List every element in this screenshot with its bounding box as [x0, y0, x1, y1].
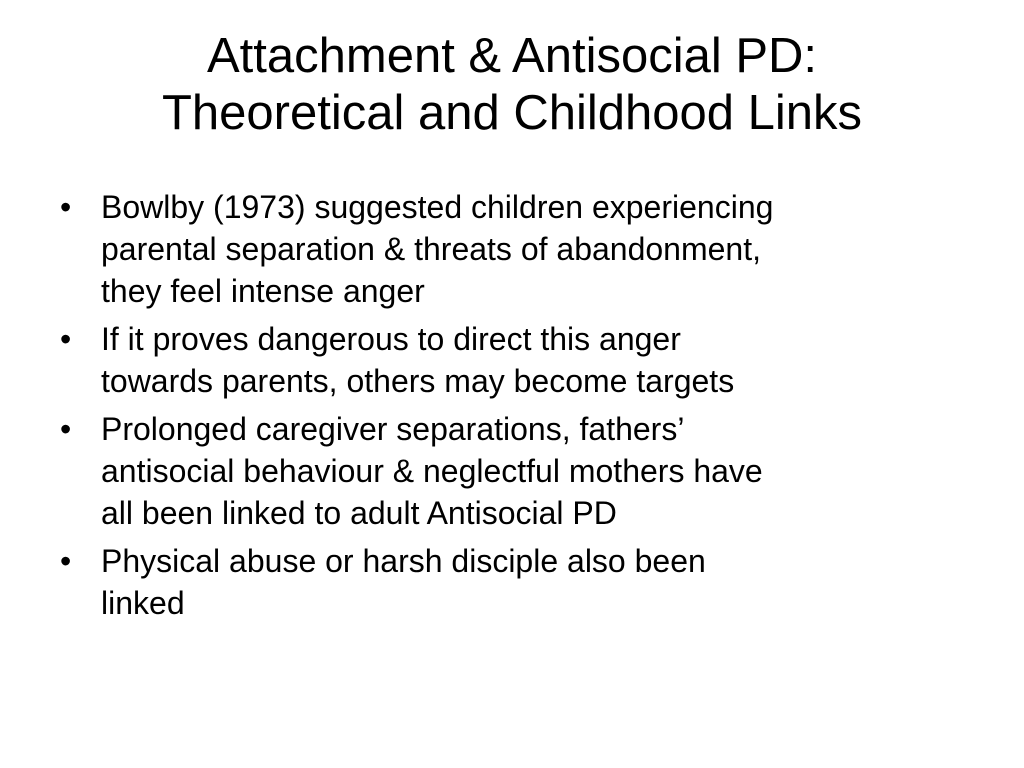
- bullet-item-2: [60, 318, 980, 402]
- bullet-3-line-2: antisocial behaviour & neglectful mothers have: [101, 453, 763, 489]
- bullet-1-line-2: parental separation & threats of abandonment,: [101, 231, 761, 267]
- title-line-1: Attachment & Antisocial PD:: [206, 29, 818, 83]
- slide-title: [40, 28, 984, 142]
- bullet-item-4: [60, 540, 980, 624]
- bullet-item-1: [60, 186, 980, 312]
- bullet-2-line-2: towards parents, others may become targets: [101, 363, 735, 399]
- bullet-item-3: [60, 408, 980, 534]
- bullet-list: [60, 186, 980, 630]
- bullet-1-line-3: they feel intense anger: [101, 273, 425, 309]
- bullet-3-line-3: all been linked to adult Antisocial PD: [101, 495, 617, 531]
- bullet-dot-icon: •: [60, 189, 72, 225]
- bullet-1-line-1: Bowlby (1973) suggested children experiencing: [101, 189, 774, 225]
- bullet-4-line-1: Physical abuse or harsh disciple also been: [101, 543, 706, 579]
- title-line-2: Theoretical and Childhood Links: [161, 86, 863, 140]
- bullet-dot-icon: •: [60, 543, 72, 579]
- bullet-2-line-1: If it proves dangerous to direct this anger: [101, 321, 681, 357]
- bullet-dot-icon: •: [60, 411, 72, 447]
- bullet-4-line-2: linked: [101, 585, 185, 621]
- bullet-dot-icon: •: [60, 321, 72, 357]
- bullet-3-line-1: Prolonged caregiver separations, fathers’: [101, 411, 685, 447]
